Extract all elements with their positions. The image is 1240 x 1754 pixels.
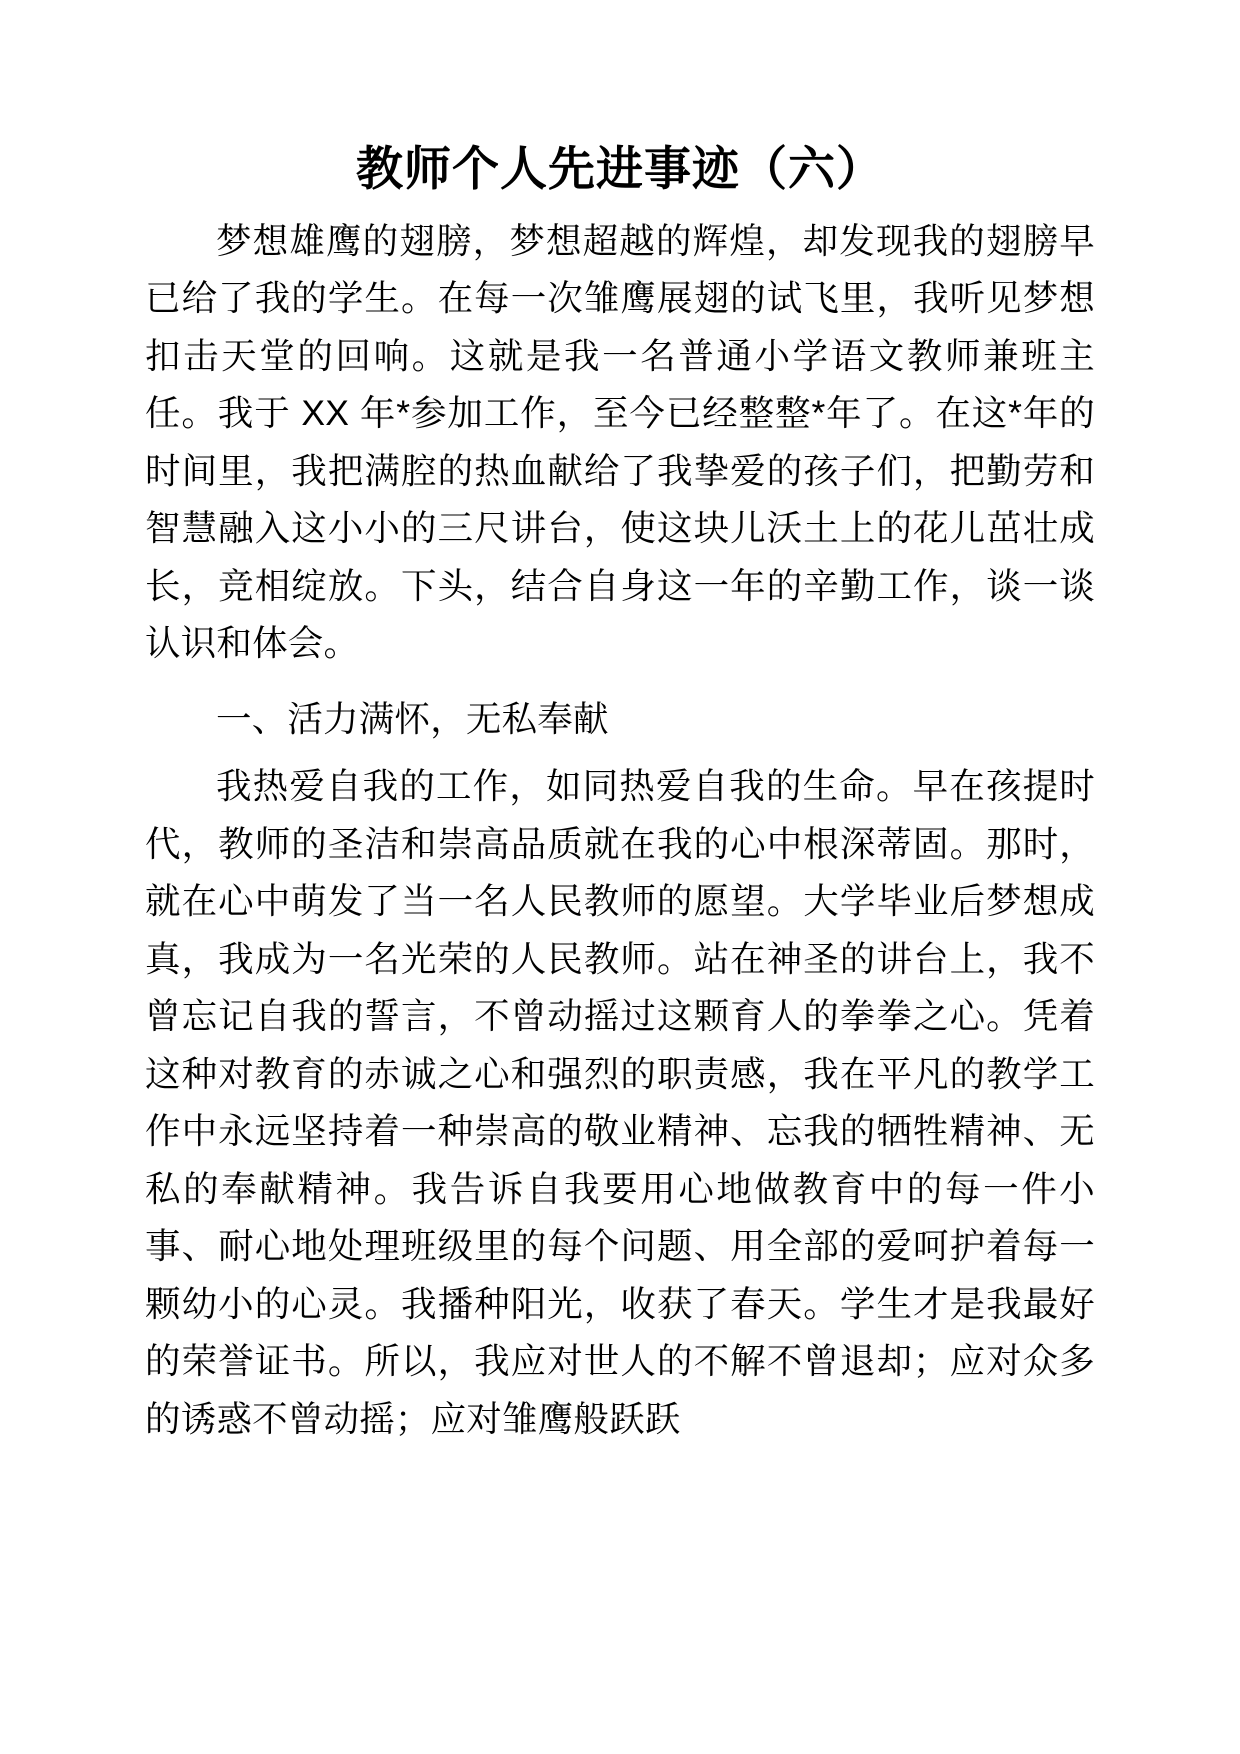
paragraph-section-one-body: 我热爱自我的工作，如同热爱自我的生命。早在孩提时代，教师的圣洁和崇高品质就在我的心中根深蒂固。那时，就在心中萌发了当一名人民教师的愿望。大学毕业后梦想成真，我成为一名光荣的人民教师。站在神圣的讲台上，我不曾忘记自我的誓言，不曾动摇过这颗育人的拳拳之心。凭着这种对教育的赤诚之心和强烈的职责感，我在平凡的教学工作中永远坚持着一种崇高的敬业精神、忘我的牺牲精神、无私的奉献精神。我告诉自我要用心地做教育中的每一件小事、耐心地处理班级里的每个问题、用全部的爱呵护着每一颗幼小的心灵。我播种阳光，收获了春天。学生才是我最好的荣誉证书。所以，我应对世人的不解不曾退却；应对众多的诱惑不曾动摇；应对雏鹰般跃跃 xyxy=(145,766,1095,1439)
page-title: 教师个人先进事迹（六） xyxy=(356,142,884,195)
section-heading-one: 一、活力满怀，无私奉献 xyxy=(216,698,609,739)
paragraph-intro: 梦想雄鹰的翅膀，梦想超越的辉煌，却发现我的翅膀早已给了我的学生。在每一次雏鹰展翅的试飞里，我听见梦想扣击天堂的回响。这就是我一名普通小学语文教师兼班主任。我于 XX 年*参加工作，至今已经整整*年了。在这*年的时间里，我把满腔的热血献给了我挚爱的孩子们，把勤劳和智慧融入这小小的三尺讲台，使这块儿沃土上的花儿茁壮成长，竞相绽放。下头，结合自身这一年的辛勤工作，谈一谈认识和体会。 xyxy=(145,220,1095,664)
